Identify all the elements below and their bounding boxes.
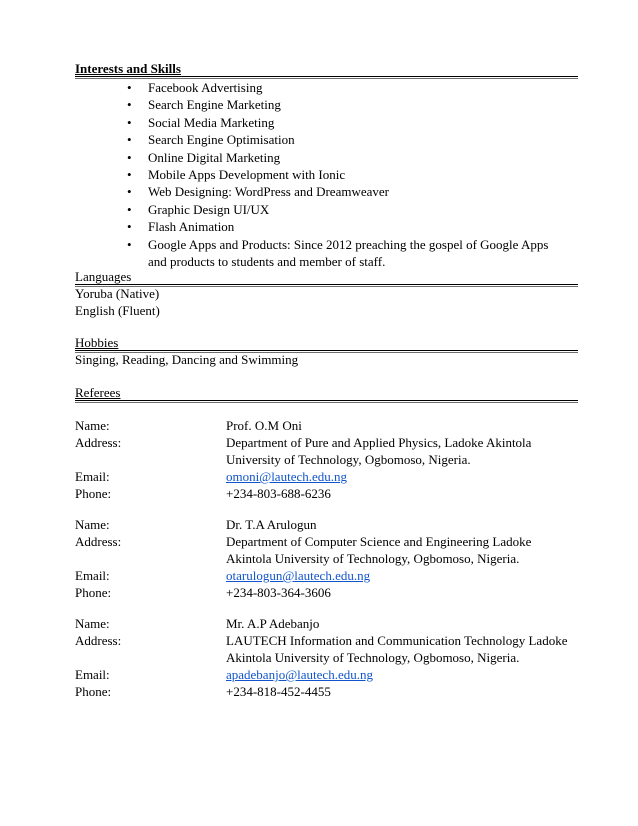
referee-address-row-2 [0,550,638,567]
skill-text: Search Engine Marketing [148,97,281,113]
referee-name: Prof. O.M Oni [226,418,302,433]
referee-name-row [0,615,638,632]
list-item [0,149,638,166]
section-divider [75,400,578,401]
name-label: Name: [75,517,110,532]
list-item [0,96,638,113]
referee-address-row [0,533,638,550]
skill-text: Facebook Advertising [148,80,263,95]
skill-text: Mobile Apps Development with Ionic [148,167,346,183]
referee-email-link[interactable]: omoni@lautech.edu.ng [226,469,347,484]
skill-text: Web Designing: WordPress and Dreamweaver [148,184,389,200]
bullet-icon: • [127,149,132,165]
hobbies-heading-text: Hobbies [75,335,119,350]
bullet-icon: • [127,201,132,217]
list-item [0,183,638,200]
skill-text: Flash Animation [148,219,235,235]
name-label: Name: [75,418,110,433]
list-item [0,236,638,271]
referee-phone-row [0,683,638,700]
list-item [0,201,638,218]
bullet-icon: • [127,80,132,95]
list-item [0,166,638,183]
skill-text: Online Digital Marketing [148,149,281,165]
phone-label: Phone: [75,585,112,600]
hobbies-text: Singing, Reading, Dancing and Swimming [75,352,299,367]
hobbies-heading [75,336,578,350]
interests-heading [75,62,578,76]
list-item [0,218,638,235]
referee-phone: +234-818-452-4455 [226,684,331,699]
interests-heading-text: Interests and Skills [75,61,181,76]
bullet-icon: • [127,132,132,148]
list-item [0,131,638,148]
address-label: Address: [75,534,122,549]
referees-heading [75,386,578,400]
referee-address-row-2 [0,451,638,468]
section-divider-shadow [75,402,578,403]
bullet-icon: • [127,236,132,252]
referee-name-row [0,516,638,533]
referee-name: Dr. T.A Arulogun [226,517,317,532]
referee-address-line2: Akintola University of Technology, Ogbomoso, Nigeria. [226,650,520,665]
bullet-icon: • [127,97,132,113]
referee-phone: +234-803-688-6236 [226,486,331,501]
list-item [0,79,638,96]
referee-address-line2: Akintola University of Technology, Ogbomoso, Nigeria. [226,551,520,566]
skill-text: Social Media Marketing [148,114,275,130]
referee-email-link[interactable]: otarulogun@lautech.edu.ng [226,568,371,583]
referee-email-link[interactable]: apadebanjo@lautech.edu.ng [226,667,373,682]
skill-text: Graphic Design UI/UX [148,201,270,217]
referee-address-line1: Department of Computer Science and Engineering Ladoke [226,534,532,549]
referee-address-line2: University of Technology, Ogbomoso, Nigeria. [226,452,471,467]
address-label: Address: [75,633,122,648]
language-item: Yoruba (Native) [75,286,160,301]
name-label: Name: [75,616,110,631]
phone-label: Phone: [75,684,112,699]
skill-text: Google Apps and Products: Since 2012 preaching the gospel of Google Apps and products to students and member of staff. [148,236,549,270]
bullet-icon: • [127,219,132,235]
phone-label: Phone: [75,486,112,501]
skill-text: Search Engine Optimisation [148,132,295,148]
section-divider [75,76,578,77]
email-label: Email: [75,469,110,484]
list-item [0,114,638,131]
referees-heading-text: Referees [75,385,121,400]
email-label: Email: [75,667,110,682]
bullet-icon: • [127,184,132,200]
referee-address-row [0,632,638,649]
referee-address-row-2 [0,649,638,666]
referee-address-line1: Department of Pure and Applied Physics, Ladoke Akintola [226,435,532,450]
languages-heading-text: Languages [75,269,132,284]
referee-email-row [0,468,638,485]
languages-heading [75,270,578,284]
address-label: Address: [75,435,122,450]
referee-phone: +234-803-364-3606 [226,585,331,600]
bullet-icon: • [127,114,132,130]
referee-address-row [0,434,638,451]
referee-name-row [0,417,638,434]
bullet-icon: • [127,167,132,183]
referee-email-row [0,666,638,683]
referee-address-line1: LAUTECH Information and Communication Technology Ladoke [226,633,568,648]
email-label: Email: [75,568,110,583]
referee-name: Mr. A.P Adebanjo [226,616,320,631]
language-item: English (Fluent) [75,303,160,318]
referee-email-row [0,567,638,584]
skills-list [0,79,638,270]
referee-phone-row [0,584,638,601]
referee-phone-row [0,485,638,502]
